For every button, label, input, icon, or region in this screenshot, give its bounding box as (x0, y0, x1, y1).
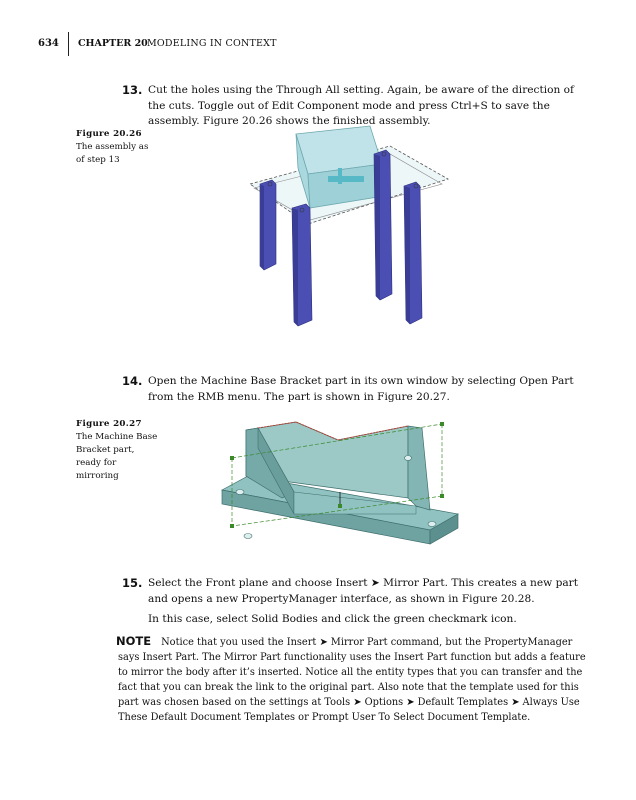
step-13-text: Cut the holes using the Through All setting. Again, be aware of the direction of the cuts. Toggle out of Edit Component mode and press Ctrl+S to save the assembly. Figure 20.26 shows the finished assembly. (148, 84, 574, 127)
figure-20-27-label: Figure 20.27 (76, 419, 142, 429)
bracket-right-wall (408, 426, 430, 510)
leg-front-left (292, 204, 312, 326)
figure-20-27-caption-text: The Machine Base Bracket part, ready for mirroring (76, 432, 158, 481)
header-divider (68, 32, 69, 56)
figure-20-27-image (218, 418, 468, 563)
leg-back-right (374, 150, 392, 300)
leg-back-left (260, 180, 276, 270)
step-15-number: 15. (122, 576, 143, 590)
figure-20-27-caption (76, 418, 158, 483)
step-15-text: Select the Front plane and choose Insert ➤ Mirror Part. This creates a new part and opens a new PropertyManager interface, as shown in Figure 20.28. (148, 577, 578, 605)
figure-20-26-image (230, 124, 460, 384)
note-block (118, 634, 590, 725)
step-14 (122, 374, 592, 405)
leg-front-right (404, 182, 422, 324)
page-number: 634 (38, 38, 59, 49)
note-text: Notice that you used the Insert ➤ Mirror Part command, but the PropertyManager says Insert Part. The Mirror Part functionality uses the Insert Part function but adds a feature to mirror the body after it’s inserted. Notice all the entity types that you can transfer and the fact that you can break the link to the original part. Also note that the template used for this part was chosen based on the settings at Tools ➤ Options ➤ Default Templates ➤ Always Use These Default Document Templates or Prompt User To Select Document Template. (118, 637, 586, 723)
step-14-text: Open the Machine Base Bracket part in its own window by selecting Open Part from the RMB menu. The part is shown in Figure 20.27. (148, 375, 574, 403)
step-15-followup: In this case, select Solid Bodies and click the green checkmark icon. (148, 613, 517, 625)
step-14-number: 14. (122, 374, 143, 388)
figure-20-26-label: Figure 20.26 (76, 129, 142, 139)
note-label: NOTE (116, 634, 152, 648)
glass-box (296, 126, 384, 208)
step-13-number: 13. (122, 83, 143, 97)
chapter-title: MODELING IN CONTEXT (147, 38, 277, 49)
figure-20-26-caption-text: The assembly as of step 13 (76, 142, 149, 165)
step-13 (122, 83, 592, 130)
chapter-label: CHAPTER 20 (78, 38, 148, 49)
step-15 (122, 576, 592, 607)
figure-20-26-caption (76, 128, 158, 167)
